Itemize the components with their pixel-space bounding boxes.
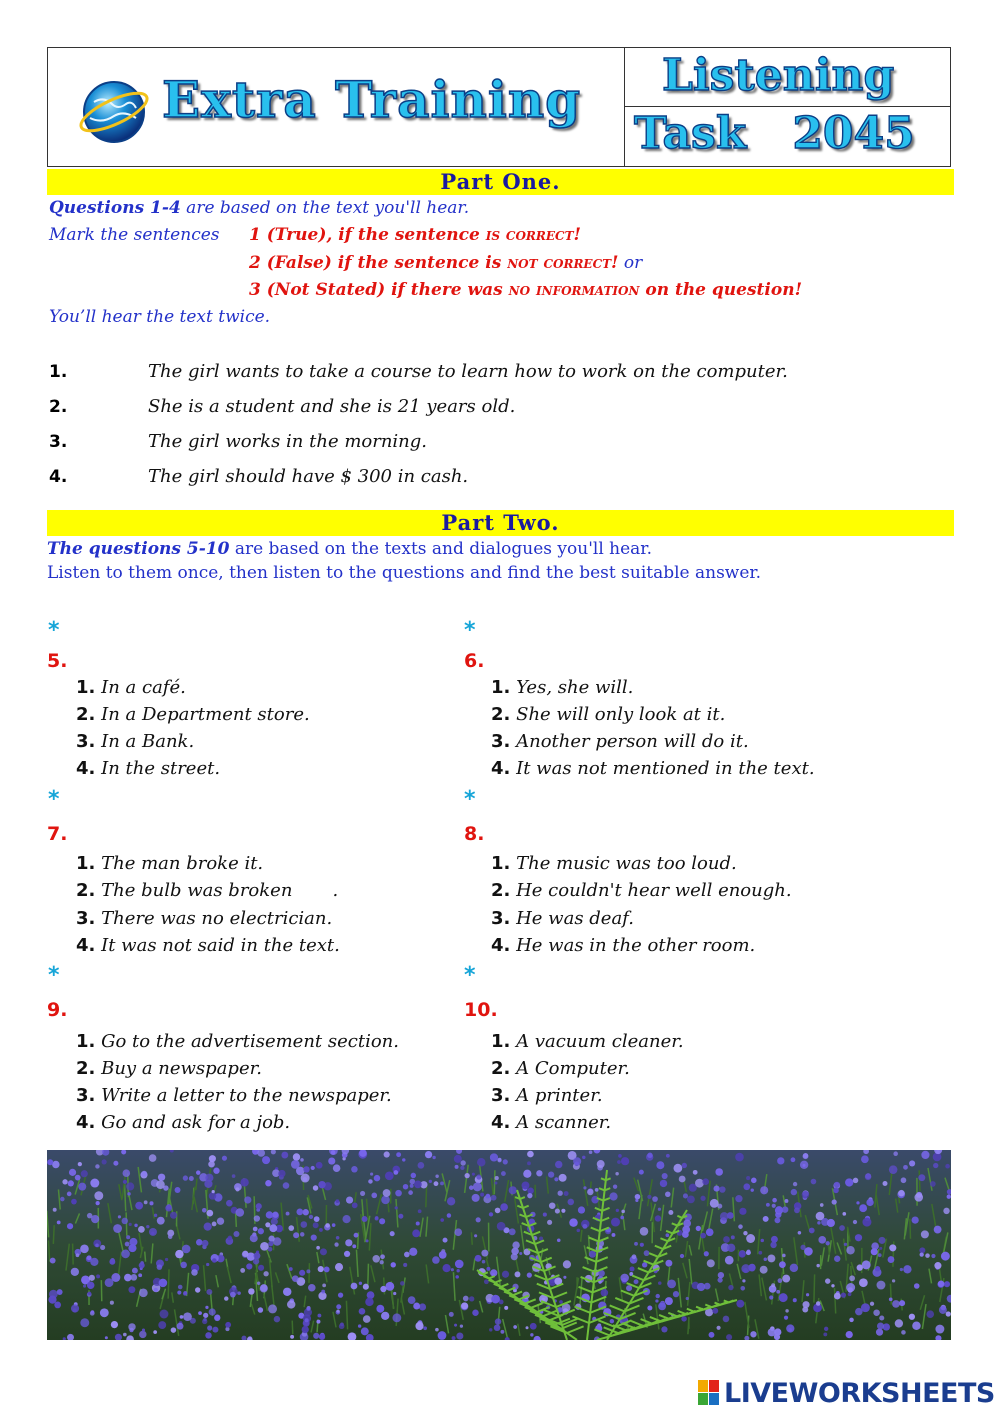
option-num: 3. xyxy=(76,1085,96,1106)
rule-false-or: or xyxy=(618,253,643,273)
rule-true-text: 1 (True), if the sentence xyxy=(249,225,486,245)
option-text: Yes, she will. xyxy=(516,677,634,698)
task-number: 2045 xyxy=(792,108,915,159)
intro2-rest: are based on the texts and dialogues you'll hear. xyxy=(229,539,652,559)
option-text: Go to the advertisement section. xyxy=(101,1031,399,1052)
question-number: 9. xyxy=(47,999,68,1021)
intro-rest: are based on the text you'll hear. xyxy=(180,198,470,218)
part-two-intro xyxy=(47,539,652,559)
answer-option[interactable] xyxy=(76,731,194,752)
statement-text: The girl wants to take a course to learn how to work on the computer. xyxy=(148,361,788,382)
answer-option[interactable] xyxy=(76,1031,399,1052)
question-number: 10. xyxy=(464,999,498,1021)
star-marker: * xyxy=(464,618,476,643)
answer-option[interactable] xyxy=(491,677,633,698)
answer-option[interactable] xyxy=(76,758,220,779)
question-number: 6. xyxy=(464,650,485,672)
statement-text: She is a student and she is 21 years old. xyxy=(148,396,516,417)
option-num: 4. xyxy=(491,935,511,956)
option-num: 3. xyxy=(491,731,511,752)
statement-number: 4. xyxy=(49,467,68,487)
bluebell-photo xyxy=(47,1150,951,1340)
part-one-heading: Part One. xyxy=(47,169,954,195)
option-num: 1. xyxy=(491,853,511,874)
intro-bold: Questions 1-4 xyxy=(49,198,181,218)
option-text: Write a letter to the newspaper. xyxy=(101,1085,392,1106)
option-text: The bulb was broken . xyxy=(101,880,339,901)
statement-number: 3. xyxy=(49,432,68,452)
banner-task xyxy=(634,108,915,159)
option-num: 1. xyxy=(76,853,96,874)
intro2-bold: The questions 5-10 xyxy=(47,539,230,559)
star-marker: * xyxy=(48,963,60,988)
task-word: Task xyxy=(634,108,747,159)
rule-false xyxy=(249,253,642,273)
question-number: 5. xyxy=(47,650,68,672)
option-text: There was no electrician. xyxy=(101,908,333,929)
option-num: 2. xyxy=(76,704,96,725)
option-num: 1. xyxy=(76,677,96,698)
option-text: The man broke it. xyxy=(101,853,264,874)
statement-text: The girl works in the morning. xyxy=(148,431,428,452)
option-text: He was deaf. xyxy=(516,908,634,929)
answer-option[interactable] xyxy=(491,1085,603,1106)
answer-option[interactable] xyxy=(76,880,338,901)
part-two-intro-line2: Listen to them once, then listen to the questions and find the best suitable answer. xyxy=(47,563,762,583)
option-text: In a Department store. xyxy=(101,704,310,725)
header-banner xyxy=(47,47,951,167)
answer-option[interactable] xyxy=(76,1058,262,1079)
answer-option[interactable] xyxy=(491,1058,630,1079)
option-text: It was not mentioned in the text. xyxy=(516,758,815,779)
rule-not-stated xyxy=(249,280,802,300)
statement-number: 1. xyxy=(49,362,68,382)
answer-option[interactable] xyxy=(491,731,749,752)
answer-option[interactable] xyxy=(76,704,310,725)
question-number: 8. xyxy=(464,823,485,845)
rule-ns-sc: no information xyxy=(508,280,640,300)
brand-name: LIVEWORKSHEETS xyxy=(724,1378,995,1409)
rule-true xyxy=(249,225,581,245)
answer-option[interactable] xyxy=(491,758,815,779)
flower-field-image xyxy=(47,1150,951,1340)
option-text: A Computer. xyxy=(516,1058,630,1079)
option-num: 1. xyxy=(491,1031,511,1052)
statement-text: The girl should have $ 300 in cash. xyxy=(148,466,469,487)
option-num: 2. xyxy=(76,880,96,901)
rule-true-sc: is correct! xyxy=(485,225,581,245)
rule-false-text: 2 (False) if the sentence is xyxy=(249,253,508,273)
star-marker: * xyxy=(464,963,476,988)
option-text: He couldn't hear well enough. xyxy=(516,880,792,901)
answer-option[interactable] xyxy=(491,1112,611,1133)
banner-listening: Listening xyxy=(662,50,895,101)
option-num: 3. xyxy=(76,908,96,929)
option-text: A printer. xyxy=(516,1085,603,1106)
option-num: 4. xyxy=(76,758,96,779)
question-number: 7. xyxy=(47,823,68,845)
answer-option[interactable] xyxy=(491,704,725,725)
option-num: 4. xyxy=(76,935,96,956)
star-marker: * xyxy=(464,787,476,812)
option-num: 4. xyxy=(76,1112,96,1133)
option-num: 4. xyxy=(491,758,511,779)
liveworksheets-logo-icon xyxy=(698,1380,720,1406)
answer-option[interactable] xyxy=(491,853,737,874)
answer-option[interactable] xyxy=(491,935,755,956)
statement-number: 2. xyxy=(49,397,68,417)
answer-option[interactable] xyxy=(491,1031,684,1052)
answer-option[interactable] xyxy=(491,880,792,901)
option-num: 2. xyxy=(491,880,511,901)
answer-option[interactable] xyxy=(76,853,263,874)
answer-option[interactable] xyxy=(76,908,332,929)
option-text: Go and ask for a job. xyxy=(101,1112,291,1133)
option-text: She will only look at it. xyxy=(516,704,726,725)
rule-false-sc: not correct! xyxy=(507,253,619,273)
star-marker: * xyxy=(48,618,60,643)
option-text: A scanner. xyxy=(516,1112,612,1133)
part-two-heading: Part Two. xyxy=(47,510,954,536)
option-num: 2. xyxy=(491,1058,511,1079)
part-one-intro xyxy=(49,198,469,218)
option-num: 3. xyxy=(491,908,511,929)
answer-option[interactable] xyxy=(76,1112,290,1133)
answer-option[interactable] xyxy=(491,908,634,929)
option-num: 2. xyxy=(491,704,511,725)
option-text: In the street. xyxy=(101,758,221,779)
star-marker: * xyxy=(48,787,60,812)
option-text: In a Bank. xyxy=(101,731,195,752)
option-text: It was not said in the text. xyxy=(101,935,340,956)
option-text: He was in the other room. xyxy=(516,935,756,956)
mark-lead: Mark the sentences xyxy=(49,225,220,245)
option-text: Another person will do it. xyxy=(516,731,749,752)
answer-option[interactable] xyxy=(76,935,340,956)
option-num: 2. xyxy=(76,1058,96,1079)
option-num: 1. xyxy=(76,1031,96,1052)
option-text: A vacuum cleaner. xyxy=(516,1031,684,1052)
banner-title: Extra Training xyxy=(162,70,582,129)
option-num: 4. xyxy=(491,1112,511,1133)
option-text: Buy a newspaper. xyxy=(101,1058,262,1079)
option-text: In a café. xyxy=(101,677,186,698)
rule-ns-text: 3 (Not Stated) if there was xyxy=(249,280,509,300)
rule-ns-tail: on the question! xyxy=(639,280,803,300)
option-text: The music was too loud. xyxy=(516,853,737,874)
answer-option[interactable] xyxy=(76,1085,392,1106)
hear-twice: You’ll hear the text twice. xyxy=(49,307,271,327)
option-num: 3. xyxy=(76,731,96,752)
globe-icon xyxy=(76,72,152,148)
option-num: 1. xyxy=(491,677,511,698)
option-num: 3. xyxy=(491,1085,511,1106)
answer-option[interactable] xyxy=(76,677,186,698)
